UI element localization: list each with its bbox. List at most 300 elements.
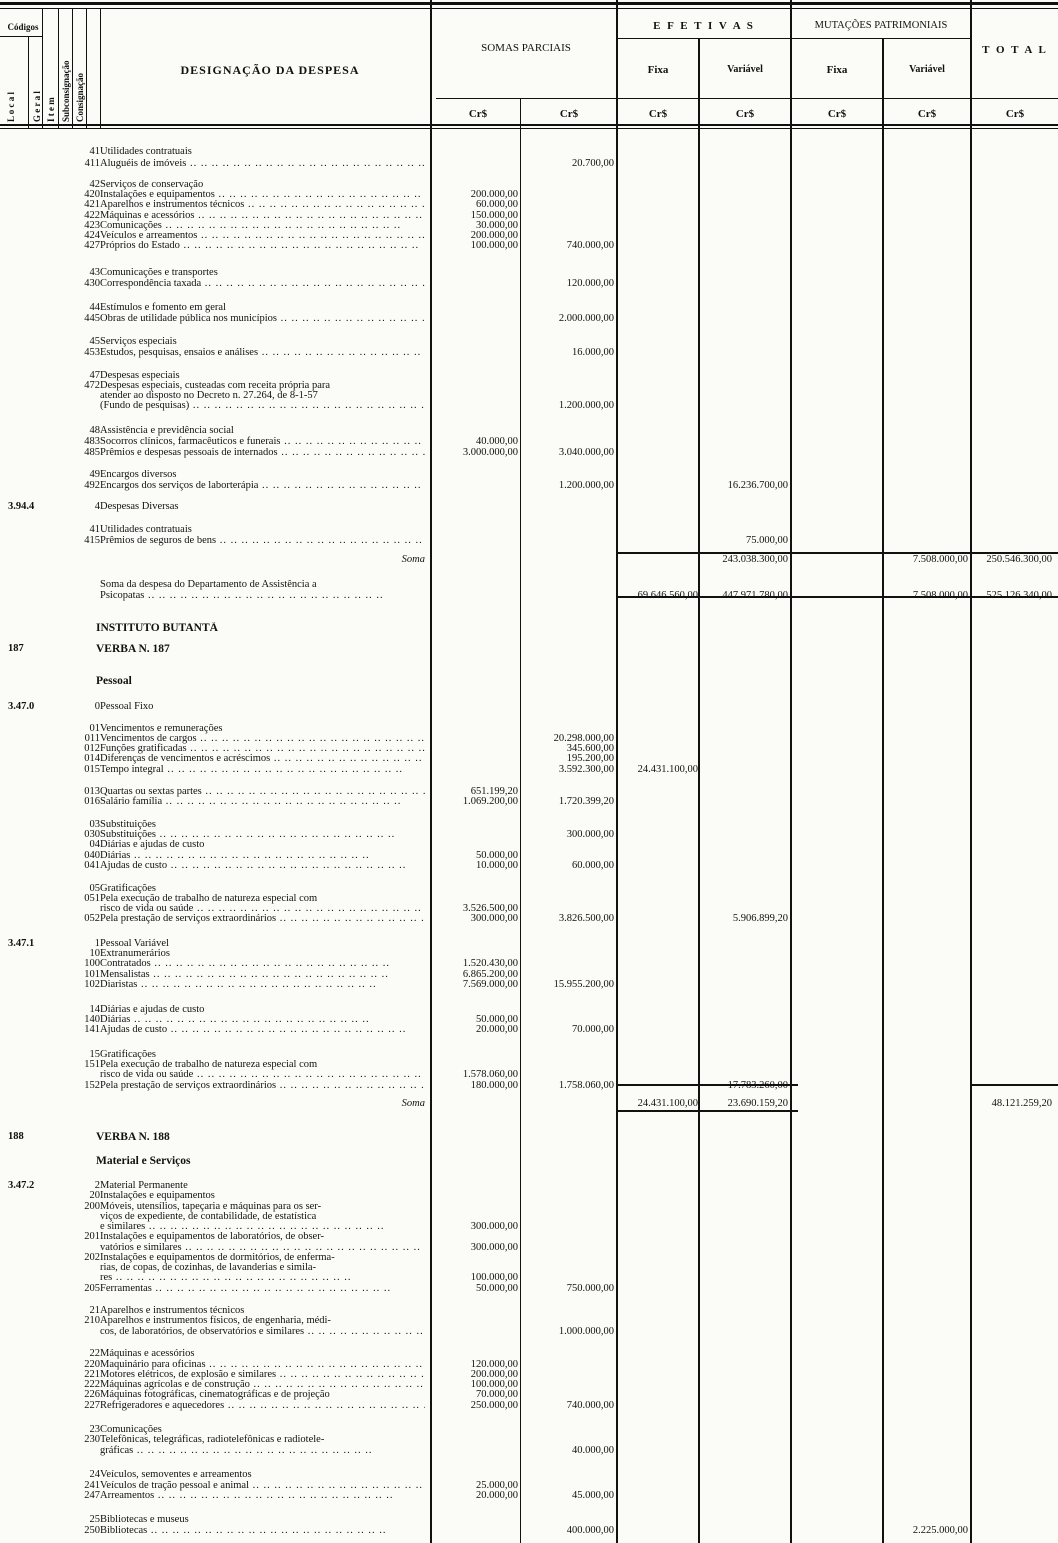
partial-sum-1: 50.000,00 xyxy=(476,850,518,861)
item-code: 485 xyxy=(84,447,100,458)
expense-designation: Estímulos e fomento em geral xyxy=(100,302,226,313)
efetivas-fixa-value: 24.431.100,00 xyxy=(637,1098,698,1109)
header-mutacoes: MUTAÇÕES PATRIMONIAIS xyxy=(814,20,948,31)
item-code: 47 xyxy=(89,370,100,381)
item-code: 141 xyxy=(84,1024,100,1035)
expense-designation: Mensalistas .. .. xyxy=(100,969,425,981)
item-code: 0 xyxy=(94,701,100,712)
expense-designation: Aparelhos e instrumentos técnicos .. .. xyxy=(100,199,425,211)
expense-designation: Encargos dos serviços de laborterápia .. .. xyxy=(100,480,425,492)
expense-designation: Instalações e equipamentos .. .. xyxy=(100,189,425,201)
total-value: 250.546.300,00 xyxy=(986,554,1052,565)
partial-sum-2: 20.700,00 xyxy=(572,158,614,169)
item-code: 014 xyxy=(84,753,100,764)
item-code: 44 xyxy=(89,302,100,313)
table-row xyxy=(0,447,1058,459)
partial-sum-1: 3.000.000,00 xyxy=(462,447,518,458)
expense-designation: Despesas especiais, custeadas com receita própria para xyxy=(100,380,331,391)
expense-designation: res .. .. xyxy=(100,1272,425,1284)
expense-designation: Instalações e equipamentos xyxy=(100,1190,215,1201)
codigos-rule xyxy=(0,36,42,37)
col-rule xyxy=(100,8,101,128)
table-row xyxy=(0,1490,1058,1502)
expense-designation: Máquinas fotográficas, cinematográficas e de projeção xyxy=(100,1389,330,1400)
header-geral: G e r a l xyxy=(32,91,42,122)
table-row xyxy=(0,501,1058,513)
item-code: 48 xyxy=(89,425,100,436)
expense-designation: Arreamentos .. .. xyxy=(100,1490,425,1502)
partial-sum-1: 200.000,00 xyxy=(470,189,518,200)
efetivas-fixa-value: 24.431.100,00 xyxy=(637,764,698,775)
partial-sum-2: 740.000,00 xyxy=(566,240,614,251)
efetivas-variavel-value: 447.971.780,00 xyxy=(722,590,788,601)
item-code: 012 xyxy=(84,743,100,754)
local-code: 3.47.1 xyxy=(8,938,35,949)
efetivas-variavel-value: 75.000,00 xyxy=(746,535,788,546)
header-codigos: Códigos xyxy=(7,22,39,32)
expense-designation: Diaristas .. .. xyxy=(100,979,425,991)
expense-designation: Veículos e arreamentos .. .. xyxy=(100,230,425,242)
col-rule xyxy=(28,36,29,128)
expense-designation: viços de expediente, de contabilidade, de estatística xyxy=(100,1211,317,1222)
partial-sum-2: 195.200,00 xyxy=(566,753,614,764)
expense-designation: risco de vida ou saúde .. .. xyxy=(100,903,425,915)
table-row xyxy=(0,554,1058,566)
partial-sum-2: 1.758.060,00 xyxy=(558,1080,614,1091)
item-code: 03 xyxy=(89,819,100,830)
item-code: 22 xyxy=(89,1348,100,1359)
partial-sum-2: 1.000.000,00 xyxy=(558,1326,614,1337)
expense-designation: atender ao disposto no Decreto n. 27.264, de 8-1-57 xyxy=(100,390,318,401)
expense-designation: Móveis, utensílios, tapeçaria e máquinas para os ser- xyxy=(100,1201,322,1212)
partial-sum-2: 45.000,00 xyxy=(572,1490,614,1501)
item-code: 227 xyxy=(84,1400,100,1411)
expense-designation: Pela prestação de serviços extraordinários .. .. xyxy=(100,1080,425,1092)
expense-designation: (Fundo de pesquisas) .. .. xyxy=(100,400,425,412)
table-row xyxy=(0,643,1058,655)
expense-designation: Material Permanente xyxy=(100,1180,188,1191)
partial-sum-1: 60.000,00 xyxy=(476,199,518,210)
item-code: 430 xyxy=(84,278,100,289)
item-code: 151 xyxy=(84,1059,100,1070)
expense-designation: Diárias .. .. xyxy=(100,850,425,862)
item-code: 041 xyxy=(84,860,100,871)
expense-designation: Prêmios de seguros de bens .. .. xyxy=(100,535,425,547)
partial-sum-1: 200.000,00 xyxy=(470,1369,518,1380)
expense-designation: Psicopatas .. .. xyxy=(100,590,425,602)
table-row xyxy=(0,860,1058,872)
top-rule-thin xyxy=(0,8,1058,9)
currency-label: Cr$ xyxy=(827,108,847,120)
item-code: 04 xyxy=(89,839,100,850)
col-rule xyxy=(72,8,73,128)
currency-label: Cr$ xyxy=(468,108,488,120)
header-mutacoes-fixa: Fixa xyxy=(826,64,848,76)
table-row xyxy=(0,1445,1058,1457)
item-code: 221 xyxy=(84,1369,100,1380)
item-code: 200 xyxy=(84,1201,100,1212)
partial-sum-2: 345.600,00 xyxy=(566,743,614,754)
table-row xyxy=(0,535,1058,547)
header-efetivas-variavel: Variável xyxy=(727,64,763,75)
expense-designation: Substituições .. .. xyxy=(100,829,425,841)
item-code: 492 xyxy=(84,480,100,491)
item-code: 483 xyxy=(84,436,100,447)
header-somas-parciais: SOMAS PARCIAIS xyxy=(481,42,571,54)
table-row xyxy=(0,480,1058,492)
expense-designation: vatórios e similares .. .. xyxy=(100,1242,425,1254)
item-code: 20 xyxy=(89,1190,100,1201)
local-code: 3.94.4 xyxy=(8,501,35,512)
item-code: 015 xyxy=(84,764,100,775)
item-code: 445 xyxy=(84,313,100,324)
expense-designation: Despesas especiais xyxy=(100,370,180,381)
expense-designation: Pela execução de trabalho de natureza especial com xyxy=(100,1059,318,1070)
efetivas-fixa-value: 69.646.560,00 xyxy=(637,590,698,601)
item-code: 250 xyxy=(84,1525,100,1536)
item-code: 101 xyxy=(84,969,100,980)
partial-sum-1: 1.578.060,00 xyxy=(462,1069,518,1080)
table-row xyxy=(0,278,1058,290)
item-code: 140 xyxy=(84,1014,100,1025)
item-code: 420 xyxy=(84,189,100,200)
partial-sum-1: 40.000,00 xyxy=(476,436,518,447)
table-row xyxy=(0,347,1058,359)
expense-designation: INSTITUTO BUTANTÃ xyxy=(96,622,218,634)
item-code: 241 xyxy=(84,1480,100,1491)
expense-designation: Comunicações .. .. xyxy=(100,220,425,232)
partial-sum-2: 40.000,00 xyxy=(572,1445,614,1456)
expense-designation: Soma xyxy=(401,1098,425,1109)
expense-designation: Aparelhos e instrumentos físicos, de engenharia, médi- xyxy=(100,1315,331,1326)
expense-designation: Salário família .. .. xyxy=(100,796,425,808)
expense-designation: Assistência e previdência social xyxy=(100,425,234,436)
expense-designation: Máquinas agrícolas e de construção .. .. xyxy=(100,1379,425,1391)
expense-designation: Maquinário para oficinas .. .. xyxy=(100,1359,425,1371)
expense-designation: Extranumerários xyxy=(100,948,170,959)
item-code: 422 xyxy=(84,210,100,221)
item-code: 052 xyxy=(84,913,100,924)
table-row xyxy=(0,1098,1058,1110)
item-code: 247 xyxy=(84,1490,100,1501)
expense-designation: Ajudas de custo .. .. xyxy=(100,1024,425,1036)
expense-designation: Utilidades contratuais xyxy=(100,524,192,535)
total-value: 48.121.259,20 xyxy=(991,1098,1052,1109)
partial-sum-2: 1.720.399,20 xyxy=(558,796,614,807)
expense-designation: Diárias e ajudas de custo xyxy=(100,1004,205,1015)
partial-sum-2: 1.200.000,00 xyxy=(558,480,614,491)
table-row xyxy=(0,913,1058,925)
item-code: 100 xyxy=(84,958,100,969)
partial-sum-1: 25.000,00 xyxy=(476,1480,518,1491)
efetivas-split-rule xyxy=(618,38,970,39)
expense-designation: Funções gratificadas .. .. xyxy=(100,743,425,755)
currency-label: Cr$ xyxy=(917,108,937,120)
partial-sum-1: 70.000,00 xyxy=(476,1389,518,1400)
item-code: 230 xyxy=(84,1434,100,1445)
partial-sum-1: 100.000,00 xyxy=(470,1272,518,1283)
expense-designation: Máquinas e acessórios .. .. xyxy=(100,210,425,222)
expense-designation: Gratificações xyxy=(100,883,156,894)
partial-sum-1: 20.000,00 xyxy=(476,1490,518,1501)
expense-designation: Serviços especiais xyxy=(100,336,177,347)
partial-sum-2: 3.826.500,00 xyxy=(558,913,614,924)
partial-sum-2: 120.000,00 xyxy=(566,278,614,289)
expense-designation: Refrigeradores e aquecedores .. .. xyxy=(100,1400,425,1412)
table-row xyxy=(0,1024,1058,1036)
efetivas-variavel-value: 243.038.300,00 xyxy=(722,554,788,565)
expense-designation: Soma da despesa do Departamento de Assistência a xyxy=(100,579,317,590)
expense-designation: Telefônicas, telegráficas, radiotelefônicas e radiotele- xyxy=(100,1434,325,1445)
header-efetivas: E F E T I V A S xyxy=(653,20,755,32)
expense-designation: Diárias .. .. xyxy=(100,1014,425,1026)
header-efetivas-fixa: Fixa xyxy=(647,64,669,76)
table-row xyxy=(0,146,1058,158)
partial-sum-1: 30.000,00 xyxy=(476,220,518,231)
currency-label: Cr$ xyxy=(1005,108,1025,120)
expense-designation: Pessoal xyxy=(96,675,132,687)
item-code: 42 xyxy=(89,179,100,190)
expense-designation: Obras de utilidade pública nos municípios .. .. xyxy=(100,313,425,325)
partial-sum-1: 50.000,00 xyxy=(476,1283,518,1294)
expense-designation: Comunicações e transportes xyxy=(100,267,218,278)
table-row xyxy=(0,1525,1058,1537)
partial-sum-2: 300.000,00 xyxy=(566,829,614,840)
header-rule-mid xyxy=(436,98,1058,99)
item-code: 423 xyxy=(84,220,100,231)
expense-designation: Soma xyxy=(401,554,425,565)
expense-designation: Aparelhos e instrumentos técnicos xyxy=(100,1305,245,1316)
partial-sum-1: 1.069.200,00 xyxy=(462,796,518,807)
item-code: 43 xyxy=(89,267,100,278)
currency-label: Cr$ xyxy=(559,108,579,120)
item-code: 013 xyxy=(84,786,100,797)
expense-designation: Serviços de conservação xyxy=(100,179,204,190)
expense-designation: Veículos de tração pessoal e animal .. .. xyxy=(100,1480,425,1492)
expense-designation: Pela execução de trabalho de natureza especial com xyxy=(100,893,318,904)
table-row xyxy=(0,675,1058,687)
expense-designation: Pessoal Variável xyxy=(100,938,169,949)
partial-sum-1: 6.865.200,00 xyxy=(462,969,518,980)
item-code: 201 xyxy=(84,1231,100,1242)
item-code: 472 xyxy=(84,380,100,391)
partial-sum-1: 300.000,00 xyxy=(470,1221,518,1232)
partial-sum-1: 250.000,00 xyxy=(470,1400,518,1411)
expense-designation: Aluguéis de imóveis .. .. xyxy=(100,158,425,170)
total-value: 525.126.340,00 xyxy=(986,590,1052,601)
col-rule xyxy=(42,8,43,128)
partial-sum-2: 60.000,00 xyxy=(572,860,614,871)
partial-sum-1: 651.199,20 xyxy=(470,786,518,797)
mutacoes-variavel-value: 7.508.000,00 xyxy=(912,554,968,565)
expense-designation: Veículos, semoventes e arreamentos xyxy=(100,1469,252,1480)
expense-designation: Diárias e ajudas de custo xyxy=(100,839,205,850)
item-code: 222 xyxy=(84,1379,100,1390)
item-code: 051 xyxy=(84,893,100,904)
local-code: 188 xyxy=(8,1131,24,1142)
partial-sum-2: 750.000,00 xyxy=(566,1283,614,1294)
partial-sum-1: 180.000,00 xyxy=(470,1080,518,1091)
item-code: 040 xyxy=(84,850,100,861)
expense-designation: cos, de laboratórios, de observatórios e similares .. .. xyxy=(100,1326,425,1338)
table-row xyxy=(0,400,1058,412)
header-designacao: DESIGNAÇÃO DA DESPESA xyxy=(180,63,360,77)
partial-sum-1: 300.000,00 xyxy=(470,1242,518,1253)
expense-designation: Substituições xyxy=(100,819,157,830)
expense-designation: Pela prestação de serviços extraordinários .. .. xyxy=(100,913,425,925)
item-code: 205 xyxy=(84,1283,100,1294)
table-row xyxy=(0,622,1058,634)
partial-sum-1: 100.000,00 xyxy=(470,1379,518,1390)
local-code: 3.47.0 xyxy=(8,701,35,712)
partial-sum-1: 20.000,00 xyxy=(476,1024,518,1035)
partial-sum-1: 150.000,00 xyxy=(470,210,518,221)
item-code: 424 xyxy=(84,230,100,241)
efetivas-variavel-value: 17.783.260,00 xyxy=(727,1080,788,1091)
table-row xyxy=(0,1283,1058,1295)
table-row xyxy=(0,158,1058,170)
item-code: 15 xyxy=(89,1049,100,1060)
header-item: I t e m xyxy=(46,97,56,122)
item-code: 1 xyxy=(94,938,100,949)
col-rule xyxy=(86,8,87,128)
item-code: 4 xyxy=(94,501,100,512)
item-code: 41 xyxy=(89,146,100,157)
table-row xyxy=(0,1400,1058,1412)
header-bottom-rule-thin xyxy=(0,128,1058,129)
item-code: 152 xyxy=(84,1080,100,1091)
expense-designation: Ferramentas .. .. xyxy=(100,1283,425,1295)
expense-designation: Próprios do Estado .. .. xyxy=(100,240,425,252)
expense-designation: Estudos, pesquisas, ensaios e análises .. .. xyxy=(100,347,425,359)
expense-designation: gráficas .. .. xyxy=(100,1445,425,1457)
expense-designation: Bibliotecas e museus xyxy=(100,1514,189,1525)
partial-sum-1: 120.000,00 xyxy=(470,1359,518,1370)
item-code: 05 xyxy=(89,883,100,894)
local-code: 187 xyxy=(8,643,24,654)
partial-sum-2: 1.200.000,00 xyxy=(558,400,614,411)
expense-designation: Contratados .. .. xyxy=(100,958,425,970)
expense-designation: Correspondência taxada .. .. xyxy=(100,278,425,290)
efetivas-variavel-value: 5.906.899,20 xyxy=(732,913,788,924)
item-code: 2 xyxy=(94,1180,100,1191)
table-row xyxy=(0,590,1058,602)
item-code: 23 xyxy=(89,1424,100,1435)
col-rule xyxy=(58,8,59,128)
partial-sum-2: 400.000,00 xyxy=(566,1525,614,1536)
item-code: 14 xyxy=(89,1004,100,1015)
partial-sum-2: 16.000,00 xyxy=(572,347,614,358)
item-code: 24 xyxy=(89,1469,100,1480)
item-code: 011 xyxy=(84,733,100,744)
partial-sum-2: 2.000.000,00 xyxy=(558,313,614,324)
expense-designation: Motores elétricos, de explosão e similares .. .. xyxy=(100,1369,425,1381)
item-code: 102 xyxy=(84,979,100,990)
expense-designation: rias, de copas, de cozinhas, de lavanderias e simila- xyxy=(100,1262,317,1273)
table-row xyxy=(0,764,1058,776)
partial-sum-2: 20.298.000,00 xyxy=(553,733,614,744)
mutacoes-variavel-value: 2.225.000,00 xyxy=(912,1525,968,1536)
expense-designation: VERBA N. 187 xyxy=(96,643,170,655)
item-code: 210 xyxy=(84,1315,100,1326)
item-code: 016 xyxy=(84,796,100,807)
item-code: 21 xyxy=(89,1305,100,1316)
partial-sum-1: 10.000,00 xyxy=(476,860,518,871)
table-row xyxy=(0,1080,1058,1092)
mutacoes-variavel-value: 7.508.000,00 xyxy=(912,590,968,601)
partial-sum-2: 70.000,00 xyxy=(572,1024,614,1035)
expense-designation: Material e Serviços xyxy=(96,1155,191,1167)
partial-sum-2: 740.000,00 xyxy=(566,1400,614,1411)
expense-designation: Gratificações xyxy=(100,1049,156,1060)
partial-sum-2: 3.040.000,00 xyxy=(558,447,614,458)
item-code: 41 xyxy=(89,524,100,535)
expense-designation: Utilidades contratuais xyxy=(100,146,192,157)
partial-sum-1: 1.520.430,00 xyxy=(462,958,518,969)
item-code: 411 xyxy=(84,158,100,169)
table-row xyxy=(0,313,1058,325)
partial-sum-2: 15.955.200,00 xyxy=(553,979,614,990)
partial-sum-1: 100.000,00 xyxy=(470,240,518,251)
header-local: L o c a l xyxy=(6,91,16,122)
expense-designation: Ajudas de custo .. .. xyxy=(100,860,425,872)
expense-designation: Instalações e equipamentos de dormitórios, de enferma- xyxy=(100,1252,335,1263)
item-code: 01 xyxy=(89,723,100,734)
soma-rule xyxy=(618,1110,798,1112)
expense-designation: Despesas Diversas xyxy=(100,501,179,512)
header-subconsignacao: Subconsignação xyxy=(61,60,71,122)
item-code: 226 xyxy=(84,1389,100,1400)
expense-designation: Diferenças de vencimentos e acréscimos .. .. xyxy=(100,753,425,765)
table-row xyxy=(0,796,1058,808)
efetivas-variavel-value: 16.236.700,00 xyxy=(727,480,788,491)
item-code: 45 xyxy=(89,336,100,347)
partial-sum-2: 3.592.300,00 xyxy=(558,764,614,775)
item-code: 25 xyxy=(89,1514,100,1525)
expense-designation: Vencimentos e remunerações xyxy=(100,723,223,734)
header-total: T O T A L xyxy=(982,44,1048,56)
header-bottom-rule xyxy=(0,124,1058,126)
local-code: 3.47.2 xyxy=(8,1180,35,1191)
table-row xyxy=(0,240,1058,252)
efetivas-variavel-value: 23.690.159,20 xyxy=(727,1098,788,1109)
item-code: 421 xyxy=(84,199,100,210)
partial-sum-1: 3.526.500,00 xyxy=(462,903,518,914)
table-row xyxy=(0,979,1058,991)
expense-designation: Máquinas e acessórios xyxy=(100,1348,195,1359)
expense-designation: Prêmios e despesas pessoais de internados .. .. xyxy=(100,447,425,459)
expense-designation: e similares .. .. xyxy=(100,1221,425,1233)
header-mutacoes-variavel: Variável xyxy=(909,64,945,75)
expense-designation: Pessoal Fixo xyxy=(100,701,154,712)
header-consignacao: Consignação xyxy=(75,72,85,122)
expense-designation: risco de vida ou saúde .. .. xyxy=(100,1069,425,1081)
item-code: 10 xyxy=(89,948,100,959)
table-row xyxy=(0,1131,1058,1143)
partial-sum-1: 7.569.000,00 xyxy=(462,979,518,990)
expense-designation: Vencimentos de cargos .. .. xyxy=(100,733,425,745)
partial-sum-1: 200.000,00 xyxy=(470,230,518,241)
expense-designation: VERBA N. 188 xyxy=(96,1131,170,1143)
currency-label: Cr$ xyxy=(735,108,755,120)
item-code: 030 xyxy=(84,829,100,840)
table-row xyxy=(0,1155,1058,1167)
item-code: 427 xyxy=(84,240,100,251)
item-code: 49 xyxy=(89,469,100,480)
expense-designation: Instalações e equipamentos de laboratórios, de obser- xyxy=(100,1231,325,1242)
top-rule xyxy=(0,2,1058,5)
item-code: 202 xyxy=(84,1252,100,1263)
